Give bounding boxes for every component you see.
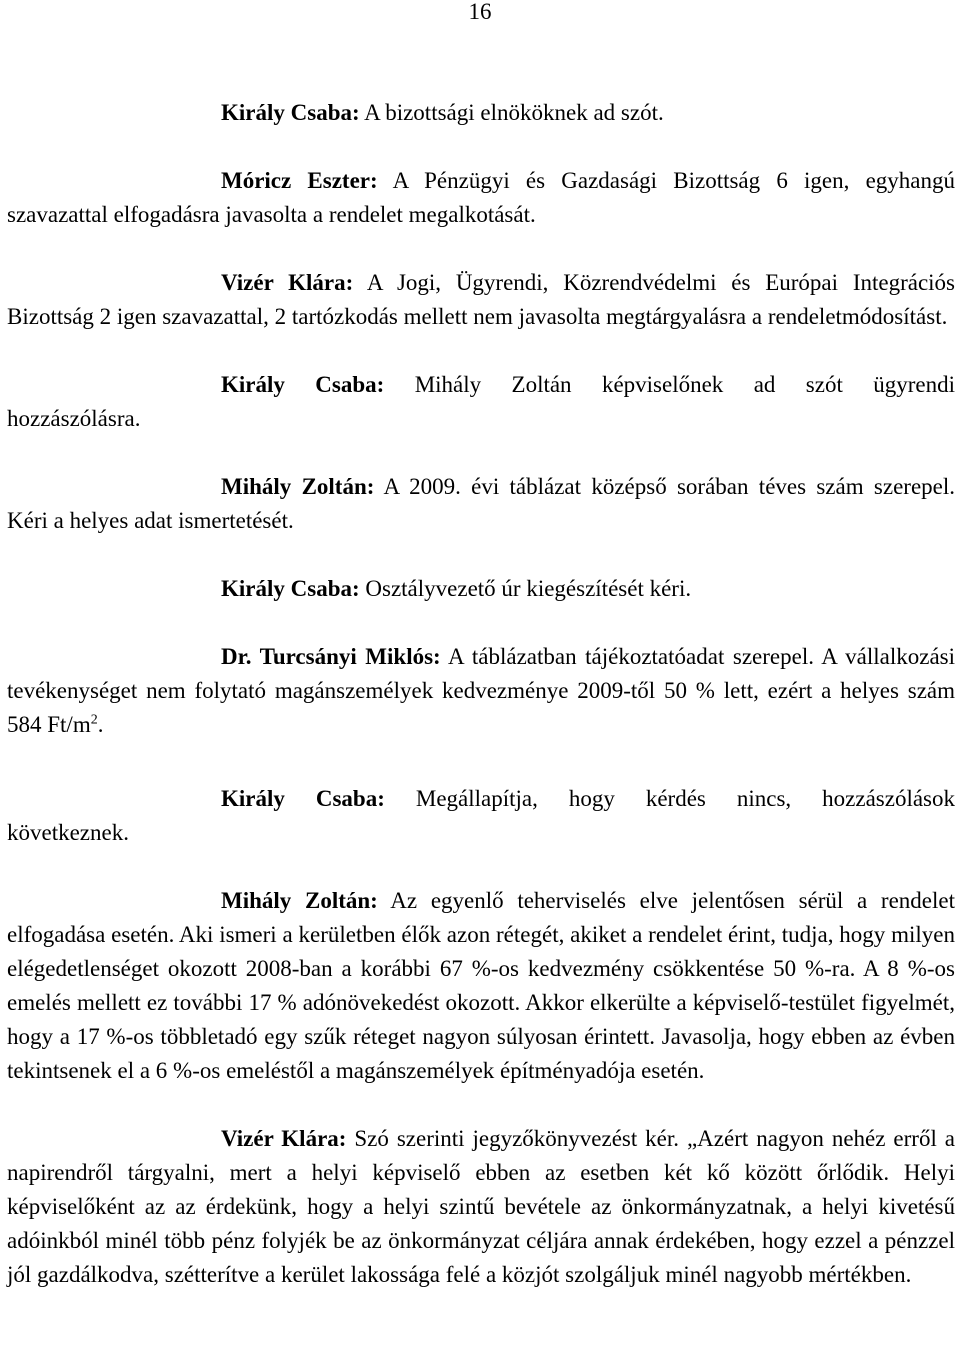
paragraph-kiraly-2-tail (7, 402, 955, 436)
paragraph-text: Megállapítja, hogy kérdés nincs, hozzászólások (384, 786, 955, 811)
paragraph-kiraly-1 (7, 96, 955, 130)
paragraph-vizer-1 (7, 266, 955, 334)
paragraph-kiraly-3 (7, 572, 955, 606)
paragraph-text: A táblázatban tájékoztatóadat szerepel. A vállalkozási tevékenységet nem folytató magánszemélyek kedvezménye 2009-től 50 % lett, ezért a helyes szám 584 Ft/m (7, 644, 955, 737)
document-body (7, 96, 955, 1292)
paragraph-text: A bizottsági elnököknek ad szót. (359, 100, 664, 125)
speaker-name: Móricz Eszter: (221, 168, 378, 193)
paragraph-text: Az egyenlő teherviselés elve jelentősen sérül a rendelet elfogadása esetén. Aki ismeri a kerületben élők azon rétegét, akiket a rendelet érint, tudja, hogy milyen elégedetlenséget okozott 2008-ban a korábbi 67 %-os kedvezmény csökkentése 50 %-ra. A 8 %-os emelés mellett ez további 17 % adónövekedést okozott. Akkor elkerülte a képviselő-testület figyelmét, hogy a 17 %-os többletadó egy szűk réteget nagyon súlyosan érintett. Javasolja, hogy ebben az évben tekintsenek el a 6 %-os emeléstől a magánszemélyek építményadója esetén. (7, 888, 955, 1083)
paragraph-turcsanyi (7, 640, 955, 742)
paragraph-kiraly-4 (7, 782, 955, 816)
speaker-name: Király Csaba: (221, 100, 360, 125)
superscript: 2 (90, 712, 98, 728)
speaker-name: Mihály Zoltán: (221, 888, 378, 913)
paragraph-text-end: . (97, 712, 104, 737)
speaker-name: Dr. Turcsányi Miklós: (221, 644, 441, 669)
paragraph-text: Mihály Zoltán képviselőnek ad szót ügyrendi (384, 372, 956, 397)
speaker-name: Vizér Klára: (221, 1126, 347, 1151)
paragraph-text: Osztályvezető úr kiegészítését kéri. (359, 576, 692, 601)
paragraph-text: A Pénzügyi és Gazdasági Bizottság 6 igen, egyhangú szavazattal elfogadásra javasolta a rendelet megalkotását. (7, 168, 955, 227)
speaker-name: Király Csaba: (221, 372, 385, 397)
paragraph-tail: hozzászólásra. (7, 406, 141, 431)
paragraph-text: A 2009. évi táblázat középső sorában téves szám szerepel. Kéri a helyes adat ismertetését. (7, 474, 955, 533)
paragraph-vizer-2 (7, 1122, 955, 1292)
paragraph-mihaly-1 (7, 470, 955, 538)
page-number: 16 (468, 0, 492, 24)
paragraph-kiraly-4-tail (7, 816, 955, 850)
paragraph-tail: következnek. (7, 820, 129, 845)
paragraph-moricz (7, 164, 955, 232)
paragraph-text: A Jogi, Ügyrendi, Közrendvédelmi és Európai Integrációs Bizottság 2 igen szavazattal, 2 tartózkodás mellett nem javasolta megtárgyalásra a rendeletmódosítást. (7, 270, 955, 329)
speaker-name: Király Csaba: (221, 786, 385, 811)
paragraph-mihaly-2 (7, 884, 955, 1088)
speaker-name: Mihály Zoltán: (221, 474, 375, 499)
speaker-name: Király Csaba: (221, 576, 360, 601)
paragraph-kiraly-2 (7, 368, 955, 402)
speaker-name: Vizér Klára: (221, 270, 354, 295)
paragraph-text: Szó szerinti jegyzőkönyvezést kér. „Azért nagyon nehéz erről a napirendről tárgyalni, mert a helyi képviselő ebben az esetben két kő között őrlődik. Helyi képviselőként az az érdekünk, hogy a helyi szintű bevétele az önkormányzatnak, a helyi kivetésű adóinkból minél több pénz folyjék be az önkormányzat céljára annak érdekében, hogy ezzel a pénzzel jól gazdálkodva, szétterítve a kerület lakossága felé a közjót szolgáljuk minél nagyobb mértékben. (7, 1126, 955, 1287)
